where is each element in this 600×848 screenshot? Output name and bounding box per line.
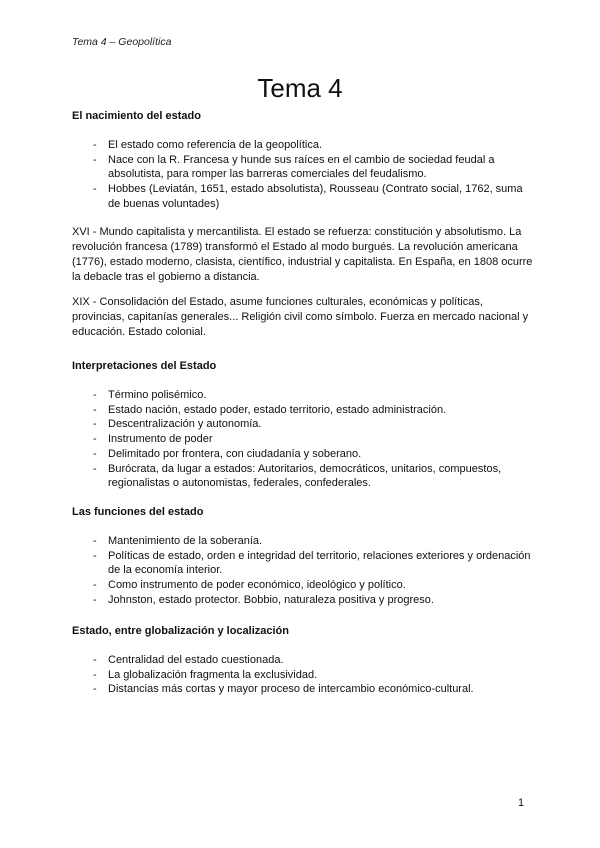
list-item: - Término polisémico.	[93, 388, 533, 403]
page-title: Tema 4	[257, 73, 343, 103]
list-item: - Estado nación, estado poder, estado territorio, estado administración.	[93, 403, 533, 418]
bullet-list	[93, 138, 533, 212]
list-item: - Instrumento de poder	[93, 432, 533, 447]
list-item: - Políticas de estado, orden e integridad del territorio, relaciones exteriores y ordenación de la economía interior.	[93, 549, 533, 578]
paragraph: XVI - Mundo capitalista y mercantilista. El estado se refuerza: constitución y absolutismo. La revolución francesa (1789) transformó el Estado al modo burgués. La revolución americana (1776), estado moderno, clasista, científico, industrial y capitalista. En España, en 1808 ocurre la debacle tras el gobierno a distancia.	[72, 226, 533, 283]
section-heading: Interpretaciones del Estado	[72, 360, 217, 372]
bullet-list	[93, 534, 533, 608]
list-item: - Distancias más cortas y mayor proceso de intercambio económico-cultural.	[93, 682, 533, 697]
running-header: Tema 4 – Geopolítica	[72, 36, 172, 48]
list-item: - Johnston, estado protector. Bobbio, naturaleza positiva y progreso.	[93, 593, 533, 608]
list-item: - Mantenimiento de la soberanía.	[93, 534, 533, 549]
section-heading: Estado, entre globalización y localización	[72, 625, 289, 637]
list-item: - Centralidad del estado cuestionada.	[93, 653, 533, 668]
bullet-list	[93, 388, 533, 491]
paragraph: XIX - Consolidación del Estado, asume funciones culturales, económicas y políticas, provincias, capitanías generales... Religión civil como símbolo. Fuerza en mercado nacional y educación. Estado colonial.	[72, 296, 529, 338]
list-item: - Hobbes (Leviatán, 1651, estado absolutista), Rousseau (Contrato social, 1762, suma de buenas voluntades)	[93, 182, 533, 211]
list-item: - La globalización fragmenta la exclusividad.	[93, 668, 533, 683]
list-item: - Como instrumento de poder económico, ideológico y político.	[93, 578, 533, 593]
page-number: 1	[518, 797, 525, 809]
list-item: - El estado como referencia de la geopolítica.	[93, 138, 533, 153]
list-item: - Descentralización y autonomía.	[93, 417, 533, 432]
list-item: - Nace con la R. Francesa y hunde sus raíces en el cambio de sociedad feudal a absolutista, para romper las barreras comerciales del feudalismo.	[93, 153, 533, 182]
section-heading: Las funciones del estado	[72, 506, 204, 518]
list-item: - Delimitado por frontera, con ciudadanía y soberano.	[93, 447, 533, 462]
bullet-list	[93, 653, 533, 697]
list-item: - Burócrata, da lugar a estados: Autoritarios, democráticos, unitarios, compuestos, regionalistas o autonomistas, federales, confederales.	[93, 462, 533, 491]
section-heading: El nacimiento del estado	[72, 110, 201, 122]
